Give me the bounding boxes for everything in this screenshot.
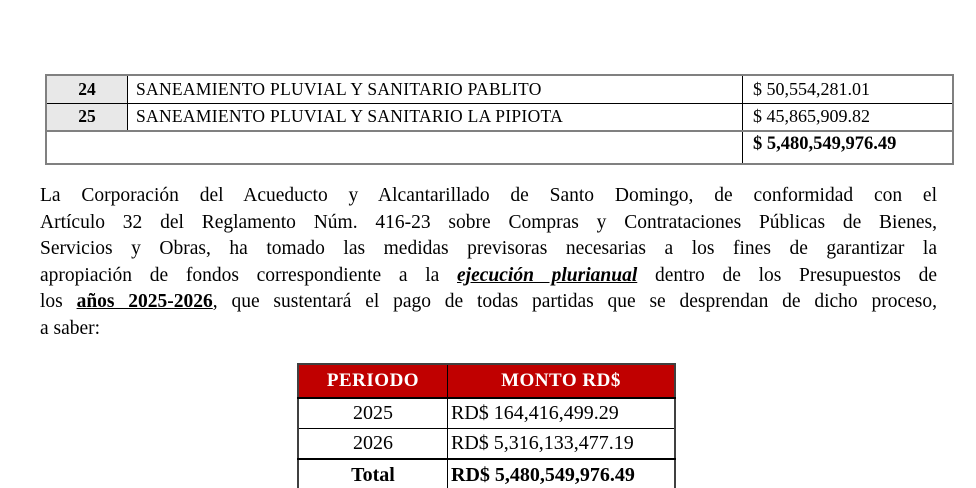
period-cell: 2026 <box>298 429 448 460</box>
period-table-total-row <box>298 459 675 488</box>
paragraph-line: Artículo 32 del Reglamento Núm. 416-23 sobre Compras y Contrataciones Públicas de Bienes, <box>40 211 937 233</box>
paragraph-text: , que sustentará el pago de todas partidas que se desprendan de dicho proceso, <box>212 291 937 312</box>
paragraph-line <box>40 263 937 290</box>
total-amount-cell: $ 5,480,549,976.49 <box>743 131 954 164</box>
paragraph-text: los <box>40 291 77 312</box>
paragraph-line: Servicios y Obras, ha tomado las medidas previsoras necesarias a los fines de garantizar la <box>40 238 937 259</box>
total-amount-cell: RD$ 5,480,549,976.49 <box>448 459 676 488</box>
table-row <box>46 75 953 103</box>
period-cell: 2025 <box>298 398 448 429</box>
project-description-cell: SANEAMIENTO PLUVIAL Y SANITARIO PABLITO <box>128 75 743 103</box>
row-number-cell: 25 <box>46 103 128 131</box>
period-amount-table <box>297 363 676 488</box>
table-row <box>46 103 953 131</box>
total-empty-cell <box>46 131 743 164</box>
project-amount-cell: $ 50,554,281.01 <box>743 75 954 103</box>
project-amount-cell: $ 45,865,909.82 <box>743 103 954 131</box>
emphasis-ejecucion-plurianual: ejecución plurianual <box>457 264 638 286</box>
amount-header-cell: MONTO RD$ <box>448 364 676 398</box>
row-number-cell: 24 <box>46 75 128 103</box>
period-header-cell: PERIODO <box>298 364 448 398</box>
body-paragraph <box>40 183 937 342</box>
projects-summary-table <box>45 74 954 165</box>
period-table-header-row <box>298 364 675 398</box>
amount-cell: RD$ 164,416,499.29 <box>448 398 676 429</box>
period-table-row <box>298 429 675 460</box>
total-label-cell: Total <box>298 459 448 488</box>
period-table-row <box>298 398 675 429</box>
paragraph-line: La Corporación del Acueducto y Alcantarillado de Santo Domingo, de conformidad con el <box>40 185 937 206</box>
table-total-row <box>46 131 953 164</box>
amount-cell: RD$ 5,316,133,477.19 <box>448 429 676 460</box>
paragraph-line <box>40 289 937 316</box>
emphasis-anos-2025-2026: años 2025-2026 <box>76 291 213 312</box>
paragraph-line: a saber: <box>40 317 101 339</box>
paragraph-text: dentro de los Presupuestos de <box>637 264 938 286</box>
paragraph-text: apropiación de fondos correspondiente a la <box>40 264 458 286</box>
project-description-cell: SANEAMIENTO PLUVIAL Y SANITARIO LA PIPIOTA <box>128 103 743 131</box>
